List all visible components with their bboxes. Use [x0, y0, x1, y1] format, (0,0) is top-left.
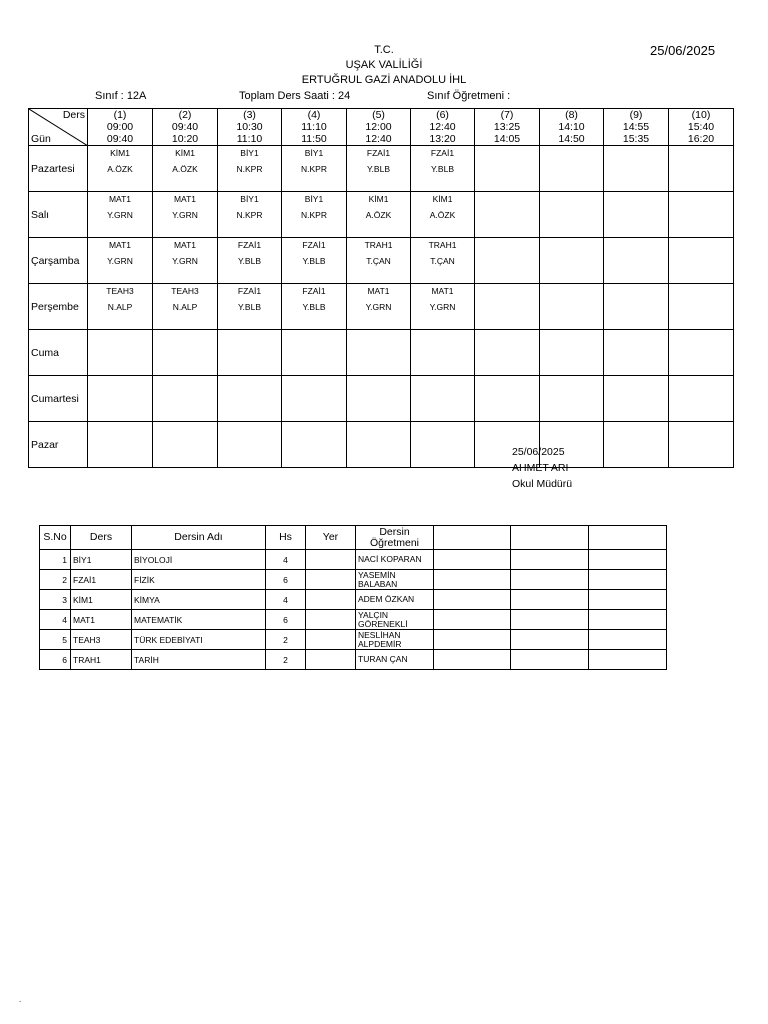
schedule-row [29, 330, 734, 376]
col-teacher-line2: Öğretmeni [369, 536, 420, 549]
period-no: (2) [178, 109, 192, 121]
course-sno: 5 [40, 630, 71, 650]
day-name: Pazar [29, 422, 88, 468]
course-location [306, 590, 356, 610]
total-hours-info [239, 90, 350, 102]
lesson-cell [218, 238, 282, 284]
period-header [540, 109, 604, 146]
course-extra-cell [434, 550, 511, 570]
course-extra-cell [589, 590, 667, 610]
lesson-code: BİY1 [240, 148, 259, 158]
col-extra-2 [511, 526, 589, 550]
period-no: (3) [243, 109, 256, 121]
lesson-cell [153, 284, 218, 330]
course-extra-cell [434, 630, 511, 650]
lesson-code: MAT1 [173, 240, 197, 250]
course-name: TÜRK EDEBİYATI [132, 630, 266, 650]
lesson-cell [411, 192, 475, 238]
lesson-cell [153, 376, 218, 422]
course-name: BİYOLOJİ [132, 550, 266, 570]
course-row [40, 550, 667, 570]
col-extra-1 [434, 526, 511, 550]
lesson-cell [282, 284, 347, 330]
course-extra-cell [589, 650, 667, 670]
course-sno: 4 [40, 610, 71, 630]
lesson-cell [153, 146, 218, 192]
period-start: 12:40 [429, 121, 456, 133]
schedule-row [29, 284, 734, 330]
header-school: ERTUĞRUL GAZİ ANADOLU İHL [301, 74, 467, 86]
corner-gun-label: Gün [31, 133, 51, 145]
lesson-cell [669, 284, 734, 330]
lesson-teacher: Y.BLB [302, 302, 326, 312]
lesson-cell [153, 422, 218, 468]
signature-date: 25/06/2025 [512, 446, 565, 458]
weekly-schedule-table [28, 108, 734, 468]
lesson-teacher: A.ÖZK [365, 210, 392, 220]
lesson-code: TEAH3 [171, 286, 199, 296]
lesson-cell [153, 330, 218, 376]
lesson-cell [218, 376, 282, 422]
day-name: Çarşamba [29, 238, 88, 284]
lesson-cell [218, 192, 282, 238]
course-teacher: ADEM ÖZKAN [356, 590, 434, 610]
day-name: Salı [29, 192, 88, 238]
lesson-cell [411, 146, 475, 192]
lesson-cell [347, 238, 411, 284]
lesson-teacher: N.ALP [172, 302, 198, 312]
course-hours: 2 [266, 630, 306, 650]
course-location [306, 550, 356, 570]
course-hours: 4 [266, 590, 306, 610]
course-teacher: TURAN ÇAN [356, 650, 434, 670]
lesson-code: TRAH1 [428, 240, 457, 250]
col-teacher [356, 526, 434, 550]
lesson-cell [88, 284, 153, 330]
lesson-cell [88, 238, 153, 284]
period-start: 12:00 [365, 121, 392, 133]
lesson-cell [540, 376, 604, 422]
lesson-code: BİY1 [240, 194, 259, 204]
period-no: (4) [307, 109, 321, 121]
lesson-cell [218, 146, 282, 192]
col-yer: Yer [306, 526, 356, 550]
course-extra-cell [589, 550, 667, 570]
course-location [306, 610, 356, 630]
course-teacher: YASEMİN BALABAN [356, 570, 434, 590]
schedule-row [29, 192, 734, 238]
course-row [40, 610, 667, 630]
day-name: Perşembe [29, 284, 88, 330]
lesson-code: FZAİ1 [366, 148, 391, 158]
period-no: (10) [691, 109, 711, 121]
lesson-cell [669, 376, 734, 422]
day-name: Pazartesi [29, 146, 88, 192]
lesson-cell [475, 146, 540, 192]
lesson-code: BİY1 [304, 148, 324, 158]
corner-cell [29, 109, 88, 146]
lesson-cell [669, 238, 734, 284]
course-list-table [39, 525, 667, 670]
schedule-row [29, 238, 734, 284]
lesson-code: MAT1 [367, 286, 390, 296]
course-extra-cell [434, 590, 511, 610]
lesson-cell [669, 192, 734, 238]
lesson-cell [475, 192, 540, 238]
lesson-code: KİM1 [432, 194, 453, 204]
period-header [604, 109, 669, 146]
lesson-cell [411, 422, 475, 468]
lesson-cell [347, 284, 411, 330]
lesson-code: KİM1 [368, 194, 389, 204]
lesson-teacher: Y.BLB [430, 164, 454, 174]
period-start: 14:55 [622, 121, 650, 133]
course-extra-cell [434, 570, 511, 590]
period-header [153, 109, 218, 146]
lesson-teacher: Y.BLB [237, 302, 261, 312]
lesson-cell [347, 330, 411, 376]
schedule-row [29, 376, 734, 422]
lesson-teacher: Y.GRN [365, 302, 392, 312]
lesson-teacher: Y.GRN [107, 256, 133, 266]
period-no: (7) [500, 109, 514, 121]
class-label: Sınıf : [95, 90, 124, 102]
course-extra-cell [589, 570, 667, 590]
course-sno: 2 [40, 570, 71, 590]
period-start: 10:30 [236, 121, 263, 133]
lesson-teacher: N.KPR [236, 164, 263, 174]
lesson-cell [153, 192, 218, 238]
lesson-teacher: A.ÖZK [107, 164, 133, 174]
class-teacher-label: Sınıf Öğretmeni : [427, 90, 511, 102]
day-name: Cumartesi [29, 376, 88, 422]
lesson-code: FZAİ1 [237, 240, 262, 250]
lesson-code: BİY1 [304, 194, 324, 204]
schedule-row [29, 422, 734, 468]
course-extra-cell [434, 650, 511, 670]
period-end: 12:40 [365, 133, 392, 145]
course-code: KİM1 [71, 590, 132, 610]
lesson-teacher: T.ÇAN [366, 256, 391, 266]
lesson-cell [475, 238, 540, 284]
lesson-cell [347, 422, 411, 468]
period-end: 09:40 [106, 133, 134, 145]
lesson-cell [218, 284, 282, 330]
lesson-code: FZAİ1 [237, 286, 262, 296]
period-end: 11:10 [236, 133, 263, 145]
period-header [669, 109, 734, 146]
lesson-cell [540, 284, 604, 330]
course-teacher: YALÇIN GÖRENEKLİ [356, 610, 434, 630]
course-extra-cell [511, 610, 589, 630]
period-end: 14:05 [493, 133, 521, 145]
lesson-cell [88, 192, 153, 238]
footer-mark: . [19, 995, 22, 1004]
period-no: (9) [629, 109, 643, 121]
lesson-cell [604, 330, 669, 376]
course-code: TRAH1 [71, 650, 132, 670]
lesson-teacher: N.ALP [107, 302, 133, 312]
lesson-cell [540, 330, 604, 376]
period-start: 09:40 [171, 121, 199, 133]
lesson-code: MAT1 [108, 194, 132, 204]
lesson-code: MAT1 [173, 194, 197, 204]
period-end: 15:35 [622, 133, 650, 145]
lesson-cell [347, 192, 411, 238]
lesson-cell [411, 376, 475, 422]
lesson-cell [475, 330, 540, 376]
course-row [40, 630, 667, 650]
col-ders: Ders [71, 526, 132, 550]
day-name: Cuma [29, 330, 88, 376]
period-no: (1) [113, 109, 127, 121]
course-extra-cell [589, 630, 667, 650]
lesson-cell [669, 330, 734, 376]
header-country: T.C. [374, 44, 394, 56]
lesson-cell [411, 330, 475, 376]
header-governorate: UŞAK VALİLİĞİ [345, 59, 423, 71]
lesson-code: FZAİ1 [302, 286, 326, 296]
period-header [218, 109, 282, 146]
lesson-cell [540, 238, 604, 284]
schedule-row [29, 146, 734, 192]
col-extra-3 [589, 526, 667, 550]
period-header [347, 109, 411, 146]
course-row [40, 590, 667, 610]
lesson-cell [282, 146, 347, 192]
course-header-row [40, 526, 667, 550]
course-teacher: NESLİHAN ALPDEMİR [356, 630, 434, 650]
course-extra-cell [511, 550, 589, 570]
lesson-cell [604, 376, 669, 422]
lesson-cell [604, 192, 669, 238]
lesson-teacher: N.KPR [301, 164, 327, 174]
lesson-cell [475, 376, 540, 422]
lesson-code: FZAİ1 [302, 240, 326, 250]
lesson-cell [604, 146, 669, 192]
period-start: 09:00 [106, 121, 134, 133]
course-sno: 6 [40, 650, 71, 670]
lesson-cell [604, 284, 669, 330]
course-name: FİZİK [132, 570, 266, 590]
lesson-code: MAT1 [431, 286, 454, 296]
lesson-code: MAT1 [108, 240, 132, 250]
lesson-code: KİM1 [175, 148, 195, 158]
total-hours-value: 24 [338, 90, 351, 102]
period-header [282, 109, 347, 146]
class-info [95, 90, 146, 102]
period-end: 14:50 [558, 133, 585, 145]
col-sno: S.No [40, 526, 71, 550]
lesson-cell [475, 284, 540, 330]
period-header [88, 109, 153, 146]
lesson-cell [88, 376, 153, 422]
lesson-teacher: A.ÖZK [429, 210, 456, 220]
lesson-cell [282, 192, 347, 238]
lesson-cell [669, 146, 734, 192]
period-start: 13:25 [493, 121, 521, 133]
lesson-teacher: Y.BLB [366, 164, 390, 174]
course-location [306, 630, 356, 650]
lesson-cell [282, 376, 347, 422]
lesson-teacher: N.KPR [301, 210, 327, 220]
period-end: 11:50 [301, 133, 327, 145]
lesson-teacher: N.KPR [236, 210, 263, 220]
course-hours: 6 [266, 570, 306, 590]
signature-block [512, 444, 572, 492]
lesson-teacher: Y.GRN [429, 302, 456, 312]
lesson-cell [88, 330, 153, 376]
lesson-code: TRAH1 [364, 240, 393, 250]
period-end: 10:20 [171, 133, 199, 145]
course-code: FZAİ1 [71, 570, 132, 590]
lesson-cell [411, 238, 475, 284]
course-hours: 2 [266, 650, 306, 670]
lesson-cell [88, 422, 153, 468]
signature-title: Okul Müdürü [512, 478, 573, 490]
course-hours: 4 [266, 550, 306, 570]
schedule-header-row [29, 109, 734, 146]
lesson-cell [347, 146, 411, 192]
lesson-teacher: Y.BLB [302, 256, 326, 266]
course-extra-cell [434, 610, 511, 630]
lesson-cell [669, 422, 734, 468]
course-extra-cell [589, 610, 667, 630]
course-sno: 3 [40, 590, 71, 610]
lesson-code: KİM1 [110, 148, 130, 158]
total-hours-label: Toplam Ders Saati : [239, 90, 335, 102]
lesson-code: FZAİ1 [430, 148, 455, 158]
period-start: 15:40 [687, 121, 715, 133]
lesson-cell [411, 284, 475, 330]
course-name: TARİH [132, 650, 266, 670]
course-extra-cell [511, 630, 589, 650]
course-hours: 6 [266, 610, 306, 630]
print-date: 25/06/2025 [650, 43, 716, 58]
period-start: 14:10 [558, 121, 585, 133]
course-location [306, 570, 356, 590]
course-code: TEAH3 [71, 630, 132, 650]
lesson-teacher: A.ÖZK [172, 164, 198, 174]
course-row [40, 650, 667, 670]
corner-ders-label: Ders [62, 109, 85, 121]
course-location [306, 650, 356, 670]
period-no: (6) [436, 109, 449, 121]
lesson-teacher: T.ÇAN [430, 256, 455, 266]
course-code: BİY1 [71, 550, 132, 570]
lesson-cell [218, 422, 282, 468]
course-sno: 1 [40, 550, 71, 570]
lesson-cell [347, 376, 411, 422]
lesson-cell [88, 146, 153, 192]
course-extra-cell [511, 570, 589, 590]
course-row [40, 570, 667, 590]
lesson-cell [282, 238, 347, 284]
lesson-cell [540, 192, 604, 238]
period-end: 16:20 [687, 133, 715, 145]
signature-name: AHMET ARI [512, 462, 569, 474]
lesson-cell [218, 330, 282, 376]
course-extra-cell [511, 590, 589, 610]
course-name: KİMYA [132, 590, 266, 610]
lesson-teacher: Y.GRN [172, 210, 198, 220]
col-hs: Hs [266, 526, 306, 550]
col-teacher-line1: Dersin [379, 525, 410, 538]
period-no: (8) [565, 109, 578, 121]
period-start: 11:10 [301, 121, 327, 133]
lesson-cell [604, 238, 669, 284]
period-header [411, 109, 475, 146]
course-code: MAT1 [71, 610, 132, 630]
lesson-teacher: Y.GRN [172, 256, 198, 266]
lesson-teacher: Y.GRN [107, 210, 133, 220]
lesson-teacher: Y.BLB [237, 256, 261, 266]
period-header [475, 109, 540, 146]
class-value: 12A [126, 90, 147, 102]
lesson-cell [604, 422, 669, 468]
course-teacher: NACİ KOPARAN [356, 550, 434, 570]
period-no: (5) [372, 109, 385, 121]
lesson-cell [153, 238, 218, 284]
period-end: 13:20 [429, 133, 456, 145]
lesson-cell [282, 422, 347, 468]
course-extra-cell [511, 650, 589, 670]
lesson-cell [282, 330, 347, 376]
col-adi: Dersin Adı [132, 526, 266, 550]
lesson-cell [540, 146, 604, 192]
lesson-code: TEAH3 [106, 286, 134, 296]
course-name: MATEMATİK [132, 610, 266, 630]
